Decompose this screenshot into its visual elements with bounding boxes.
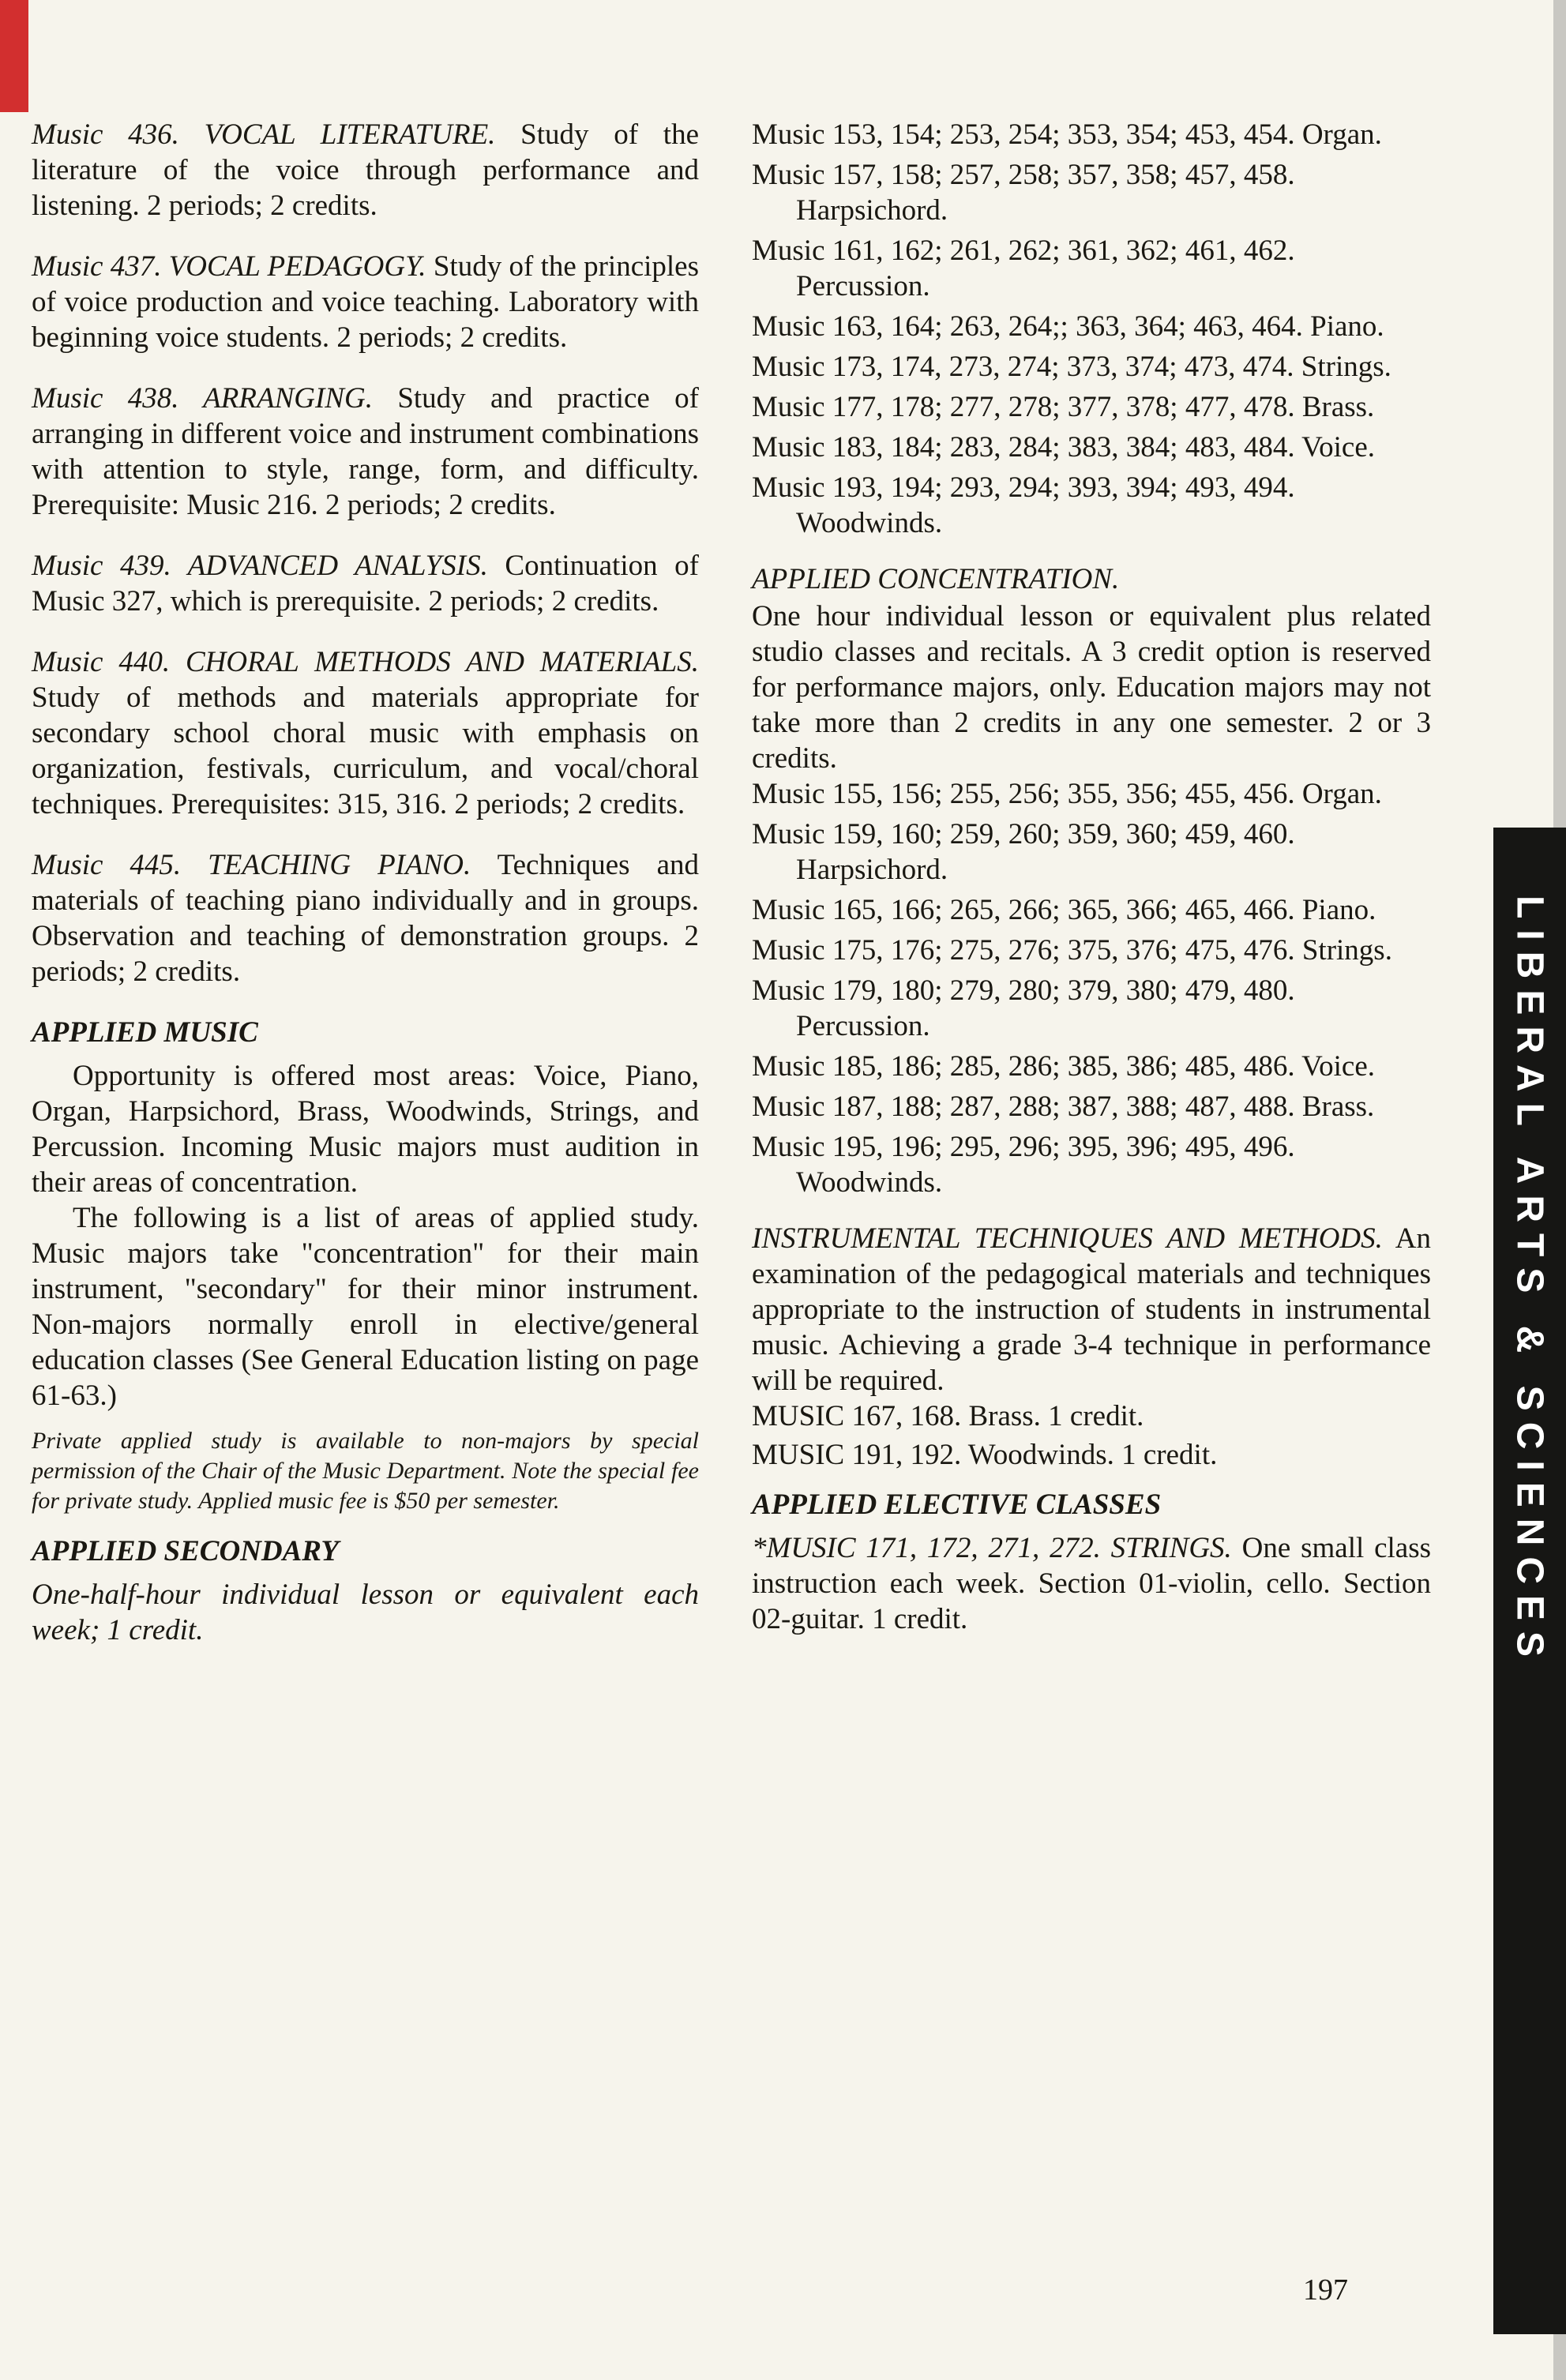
concentration-course-line: Music 185, 186; 285, 286; 385, 386; 485, 486. Voice. <box>752 1050 1375 1083</box>
course-title: Music 445. TEACHING PIANO. <box>32 849 471 881</box>
concentration-course-line: Music 175, 176; 275, 276; 375, 376; 475, 476. Strings. <box>752 934 1392 967</box>
secondary-course-line: Music 157, 158; 257, 258; 357, 358; 457, 458. Harpsichord. <box>752 159 1295 227</box>
applied-secondary-description: One-half-hour individual lesson or equivalent each week; 1 credit. <box>32 1579 699 1646</box>
course-music-437 <box>32 249 699 355</box>
applied-music-heading: APPLIED MUSIC <box>32 1016 258 1049</box>
red-corner-strip <box>0 0 28 112</box>
secondary-course-line: Music 193, 194; 293, 294; 393, 394; 493, 494. Woodwinds. <box>752 471 1295 539</box>
instrumental-course-line: MUSIC 167, 168. Brass. 1 credit. <box>752 1400 1144 1432</box>
course-body: Study of the literature of the voice through performance and listening. 2 periods; 2 credits. <box>32 118 699 222</box>
secondary-course-line: Music 163, 164; 263, 264;; 363, 364; 463, 464. Piano. <box>752 310 1384 343</box>
concentration-course-line: Music 187, 188; 287, 288; 387, 388; 487, 488. Brass. <box>752 1091 1375 1123</box>
secondary-course-line: Music 173, 174, 273, 274; 373, 374; 473, 474. Strings. <box>752 351 1391 383</box>
applied-concentration-description: One hour individual lesson or equivalent plus related studio classes and recitals. A 3 credit option is reserved for performance majors, only. Education majors may not take more than 2 credits in any one semester. 2 or 3 credits. <box>752 600 1431 775</box>
course-body: Study of the principles of voice production and voice teaching. Laboratory with beginning voice students. 2 periods; 2 credits. <box>32 250 700 354</box>
concentration-course-line: Music 155, 156; 255, 256; 355, 356; 455, 456. Organ. <box>752 778 1382 810</box>
right-column <box>752 117 1431 1637</box>
applied-elective-paragraph <box>752 1530 1431 1637</box>
instrumental-course-line: MUSIC 191, 192. Woodwinds. 1 credit. <box>752 1439 1218 1471</box>
course-body: Techniques and materials of teaching piano individually and in groups. Observation and teaching of demonstration groups. 2 periods; 2 credits. <box>32 849 699 988</box>
course-title: Music 439. ADVANCED ANALYSIS. <box>32 550 488 582</box>
private-study-note: Private applied study is available to non-majors by special permission of the Chair of the Music Department. Note the special fee for private study. Applied music fee is $50 per semester. <box>32 1428 699 1514</box>
applied-elective-heading: APPLIED ELECTIVE CLASSES <box>752 1488 1162 1521</box>
secondary-course-line: Music 177, 178; 277, 278; 377, 378; 477, 478. Brass. <box>752 391 1375 423</box>
instrumental-techniques-heading: INSTRUMENTAL TECHNIQUES AND METHODS. <box>752 1222 1383 1255</box>
elective-course-body: One small class instruction each week. Section 01-violin, cello. Section 02-guitar. 1 credit. <box>752 1532 1431 1635</box>
course-body: Study and practice of arranging in different voice and instrument combinations with attention to style, range, form, and difficulty. Prerequisite: Music 216. 2 periods; 2 credits. <box>32 382 700 521</box>
course-title: Music 438. ARRANGING. <box>32 382 373 415</box>
instrumental-techniques-paragraph <box>752 1221 1431 1398</box>
course-title: Music 437. VOCAL PEDAGOGY. <box>32 250 426 283</box>
applied-secondary-heading: APPLIED SECONDARY <box>32 1535 339 1567</box>
section-tab-liberal-arts-sciences <box>1493 828 1566 2334</box>
concentration-course-line: Music 165, 166; 265, 266; 365, 366; 465, 466. Piano. <box>752 894 1376 926</box>
course-music-445 <box>32 847 699 989</box>
secondary-course-line: Music 153, 154; 253, 254; 353, 354; 453, 454. Organ. <box>752 118 1382 151</box>
instrumental-techniques-body: An examination of the pedagogical materials and techniques appropriate to the instruction of students in instrumental music. Achieving a grade 3-4 technique in performance will be required. <box>752 1222 1431 1397</box>
secondary-course-line: Music 183, 184; 283, 284; 383, 384; 483, 484. Voice. <box>752 431 1375 464</box>
concentration-course-line: Music 195, 196; 295, 296; 395, 396; 495, 496. Woodwinds. <box>752 1131 1295 1199</box>
concentration-course-line: Music 159, 160; 259, 260; 359, 360; 459, 460. Harpsichord. <box>752 818 1295 886</box>
elective-course-title: *MUSIC 171, 172, 271, 272. STRINGS. <box>752 1532 1232 1564</box>
course-music-436 <box>32 117 699 223</box>
course-title: Music 436. VOCAL LITERATURE. <box>32 118 496 151</box>
course-music-440 <box>32 644 699 822</box>
course-title: Music 440. CHORAL METHODS AND MATERIALS. <box>32 646 699 678</box>
left-column <box>32 117 699 1648</box>
course-music-439 <box>32 548 699 619</box>
course-music-438 <box>32 381 699 523</box>
course-body: Study of methods and materials appropriate for secondary school choral music with emphasis on organization, festivals, curriculum, and vocal/choral techniques. Prerequisites: 315, 316. 2 periods; 2 credits. <box>32 681 699 820</box>
applied-music-paragraph-1: Opportunity is offered most areas: Voice, Piano, Organ, Harpsichord, Brass, Woodwinds, Strings, and Percussion. Incoming Music majors must audition in their areas of concentration. <box>32 1060 699 1199</box>
page-number: 197 <box>1303 2273 1348 2307</box>
applied-music-paragraph-2: The following is a list of areas of applied study. Music majors take "concentration" for their main instrument, "secondary" for their minor instrument. Non-majors normally enroll in elective/general education classes (See General Education listing on page 61-63.) <box>32 1202 699 1412</box>
applied-concentration-heading: APPLIED CONCENTRATION. <box>752 563 1120 595</box>
concentration-course-line: Music 179, 180; 279, 280; 379, 380; 479, 480. Percussion. <box>752 974 1295 1042</box>
course-body: Continuation of Music 327, which is prerequisite. 2 periods; 2 credits. <box>32 550 699 618</box>
secondary-course-line: Music 161, 162; 261, 262; 361, 362; 461, 462. Percussion. <box>752 235 1295 302</box>
section-tab-label: LIBERAL ARTS & SCIENCES <box>1508 895 1551 1669</box>
